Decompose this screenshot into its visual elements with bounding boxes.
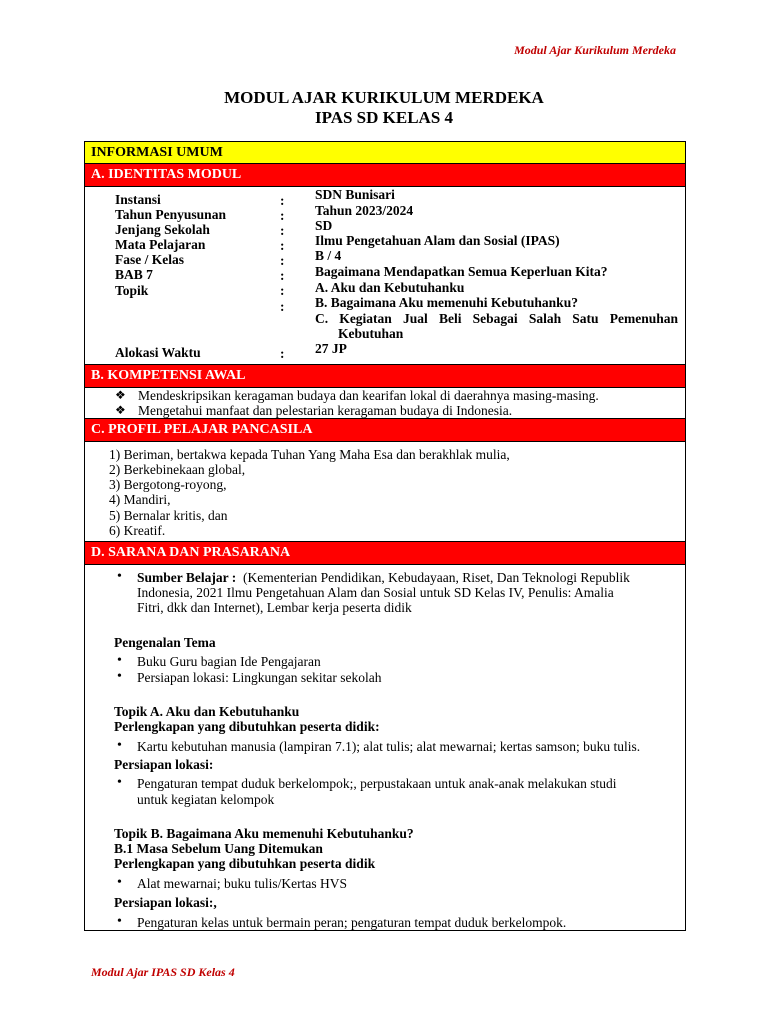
document-title [0, 88, 768, 128]
profil-item: 3) Bergotong-royong, [109, 477, 227, 492]
colon: : [280, 223, 285, 238]
sumber-text: (Kementerian Pendidikan, Kebudayaan, Riset, Dan Teknologi Republik [243, 570, 630, 585]
persiapan-b-item: Pengaturan kelas untuk bermain peran; pengaturan tempat duduk berkelompok. [137, 915, 567, 930]
profil-item: 6) Kreatif. [109, 523, 166, 538]
colon: : [280, 208, 285, 223]
label-bab: BAB 7 [115, 267, 153, 282]
section-c-heading: C. PROFIL PELAJAR PANCASILA [85, 418, 685, 442]
colon: : [280, 346, 285, 361]
round-bullet-icon: • [117, 875, 122, 890]
topik-c-cont: Kebutuhan [338, 326, 404, 341]
colon: : [280, 238, 285, 253]
value-jenjang: SD [315, 218, 333, 233]
profil-item: 4) Mandiri, [109, 492, 171, 507]
perlengkapan-a-title: Perlengkapan yang dibutuhkan peserta didik: [114, 719, 380, 734]
label-instansi: Instansi [115, 192, 161, 207]
section-a-heading: A. IDENTITAS MODUL [85, 163, 685, 187]
value-fase: B / 4 [315, 248, 342, 263]
label-jenjang: Jenjang Sekolah [115, 222, 210, 237]
label-fase: Fase / Kelas [115, 252, 184, 267]
diamond-bullet-icon: ❖ [115, 403, 126, 417]
round-bullet-icon: • [117, 738, 122, 753]
value-bab: Bagaimana Mendapatkan Semua Keperluan Kita? [315, 264, 608, 279]
label-topik: Topik [115, 283, 149, 298]
sumber-label: Sumber Belajar : [137, 570, 237, 585]
round-bullet-icon: • [117, 775, 122, 790]
kompetensi-item: Mendeskripsikan keragaman budaya dan kearifan lokal di daerahnya masing-masing. [138, 388, 599, 403]
persiapan-a-title: Persiapan lokasi: [114, 757, 214, 772]
b1-title: B.1 Masa Sebelum Uang Ditemukan [114, 841, 323, 856]
informasi-umum-bar: INFORMASI UMUM [85, 142, 685, 164]
colon: : [280, 193, 285, 208]
value-alokasi: 27 JP [315, 341, 347, 356]
topik-a-title: Topik A. Aku dan Kebutuhanku [114, 704, 300, 719]
round-bullet-icon: • [117, 914, 122, 929]
section-b-heading: B. KOMPETENSI AWAL [85, 364, 685, 388]
perlengkapan-b-title: Perlengkapan yang dibutuhkan peserta didik [114, 856, 376, 871]
round-bullet-icon: • [117, 569, 122, 584]
topik-b-title: Topik B. Bagaimana Aku memenuhi Kebutuhanku? [114, 826, 414, 841]
footer-note: Modul Ajar IPAS SD Kelas 4 [91, 965, 235, 979]
sumber-belajar [137, 570, 630, 585]
perlengkapan-a-item: Kartu kebutuhan manusia (lampiran 7.1); alat tulis; alat mewarnai; kertas samson; buku tulis. [137, 739, 641, 754]
pengenalan-item: Persiapan lokasi: Lingkungan sekitar sekolah [137, 670, 382, 685]
diamond-bullet-icon: ❖ [115, 388, 126, 402]
round-bullet-icon: • [117, 653, 122, 668]
colon: : [280, 253, 285, 268]
title-line-2: IPAS SD KELAS 4 [314, 108, 454, 127]
section-d-heading: D. SARANA DAN PRASARANA [85, 541, 685, 565]
pengenalan-item: Buku Guru bagian Ide Pengajaran [137, 654, 321, 669]
colon: : [280, 268, 285, 283]
value-mapel: Ilmu Pengetahuan Alam dan Sosial (IPAS) [315, 233, 560, 248]
persiapan-a-item-cont: untuk kegiatan kelompok [137, 792, 275, 807]
topik-c: C. Kegiatan Jual Beli Sebagai Salah Satu Pemenuhan [315, 311, 678, 326]
perlengkapan-b-item: Alat mewarnai; buku tulis/Kertas HVS [137, 876, 347, 891]
module-table [84, 141, 686, 931]
label-alokasi: Alokasi Waktu [115, 345, 201, 360]
colon: : [280, 283, 285, 298]
persiapan-b-title: Persiapan lokasi:, [114, 895, 217, 910]
profil-item: 5) Bernalar kritis, dan [109, 508, 228, 523]
round-bullet-icon: • [117, 669, 122, 684]
sumber-line-3: Fitri, dkk dan Internet), Lembar kerja peserta didik [137, 600, 412, 615]
profil-item: 2) Berkebinekaan global, [109, 462, 246, 477]
value-tahun: Tahun 2023/2024 [315, 203, 414, 218]
pengenalan-title: Pengenalan Tema [114, 635, 216, 650]
title-line-1: MODUL AJAR KURIKULUM MERDEKA [224, 88, 544, 107]
value-instansi: SDN Bunisari [315, 187, 395, 202]
topik-b: B. Bagaimana Aku memenuhi Kebutuhanku? [315, 295, 578, 310]
colon: : [280, 299, 285, 314]
kompetensi-item: Mengetahui manfaat dan pelestarian keragaman budaya di Indonesia. [138, 403, 513, 418]
label-tahun: Tahun Penyusunan [115, 207, 226, 222]
sumber-line-2: Indonesia, 2021 Ilmu Pengetahuan Alam dan Sosial untuk SD Kelas IV, Penulis: Amalia [137, 585, 614, 600]
label-mapel: Mata Pelajaran [115, 237, 206, 252]
profil-item: 1) Beriman, bertakwa kepada Tuhan Yang Maha Esa dan berakhlak mulia, [109, 447, 510, 462]
header-note: Modul Ajar Kurikulum Merdeka [514, 43, 676, 57]
persiapan-a-item: Pengaturan tempat duduk berkelompok;, perpustakaan untuk anak-anak melakukan studi [137, 776, 617, 791]
topik-a: A. Aku dan Kebutuhanku [315, 280, 465, 295]
